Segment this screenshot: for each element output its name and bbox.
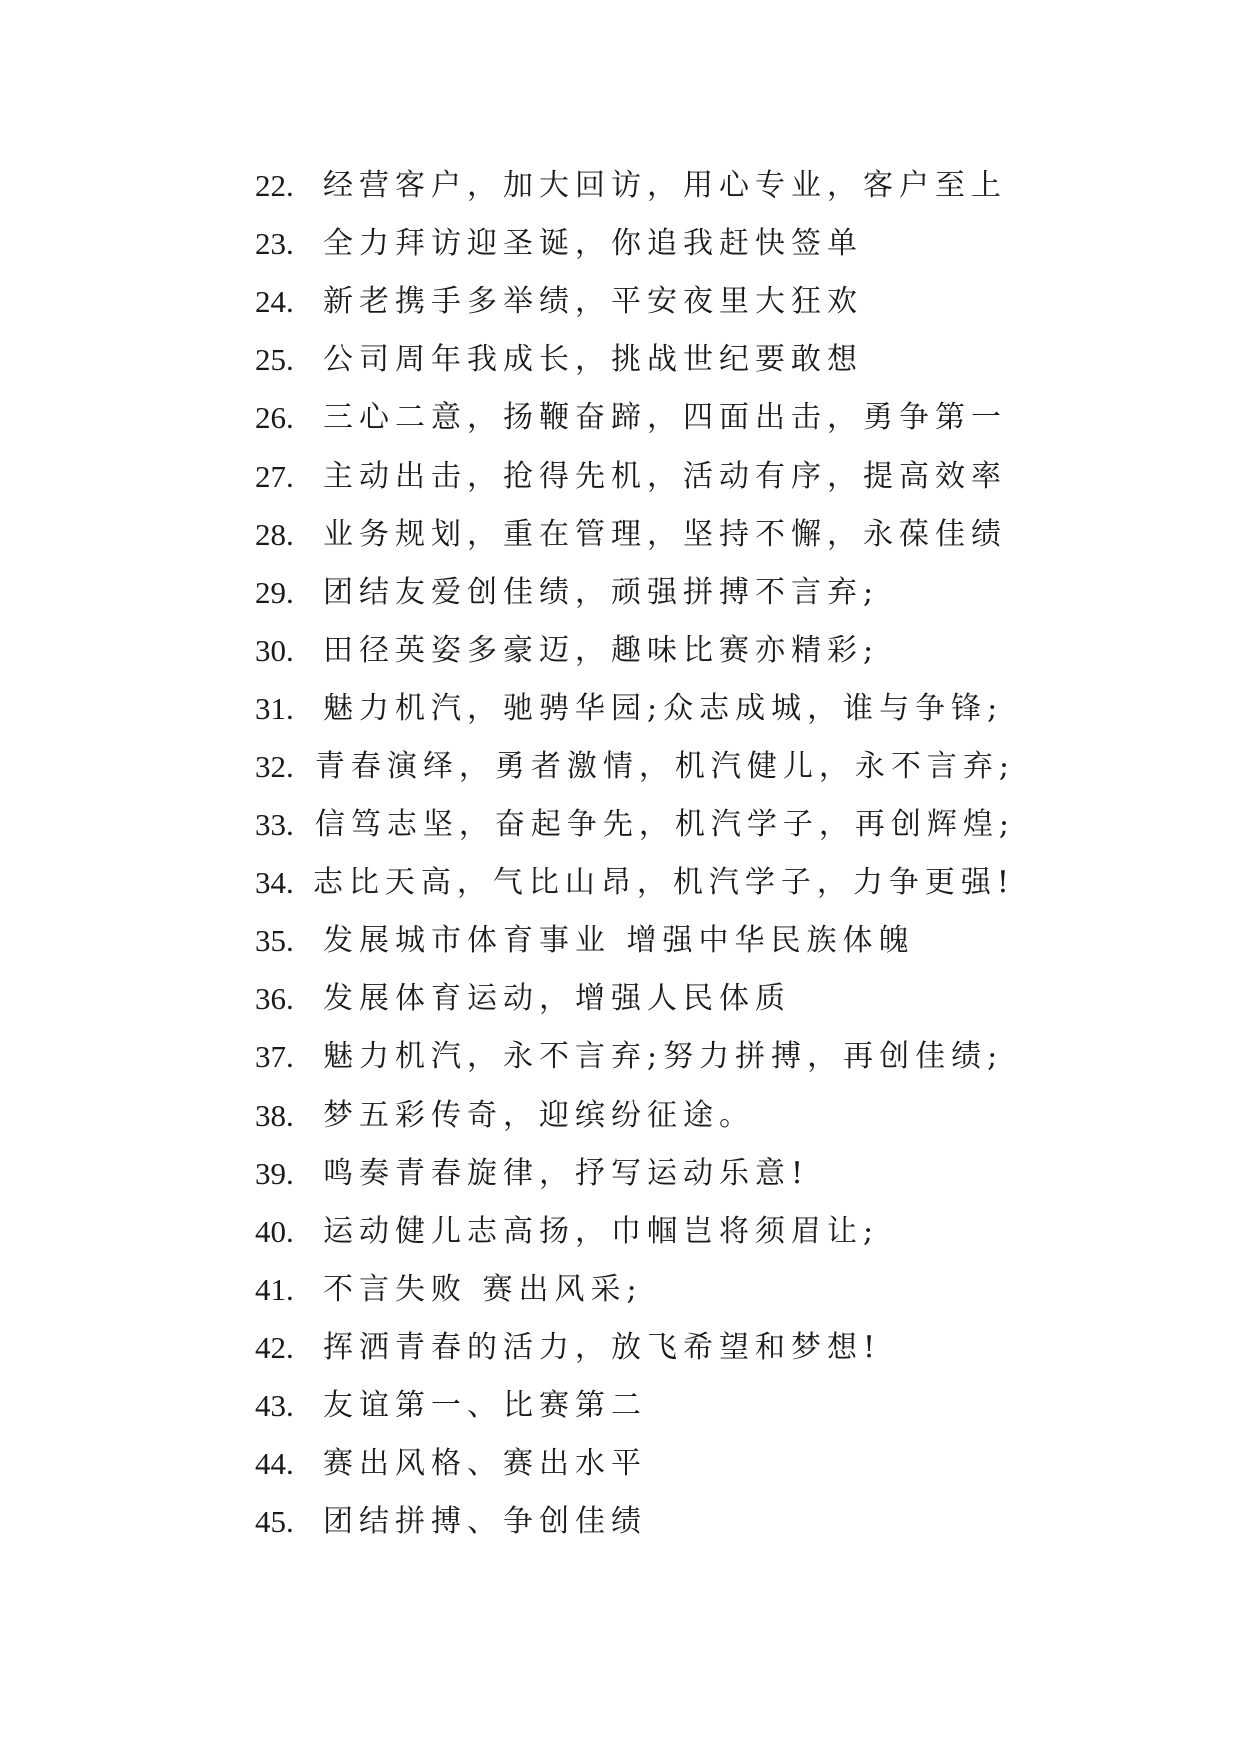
item-number: 40. xyxy=(255,1213,294,1249)
item-number: 41. xyxy=(255,1271,294,1307)
item-number: 42. xyxy=(255,1329,294,1365)
item-number: 39. xyxy=(255,1155,294,1191)
list-item xyxy=(255,1028,1015,1086)
list-item xyxy=(255,1087,1015,1145)
item-text: 不言失败 赛出风采; xyxy=(323,1271,643,1307)
list-item xyxy=(255,796,1015,854)
item-text: 青春演绎，勇者激情，机汽健儿，永不言弃; xyxy=(314,748,1015,784)
item-number: 43. xyxy=(255,1388,294,1424)
item-text: 全力拜访迎圣诞，你追我赶快签单 xyxy=(323,226,863,262)
list-item xyxy=(255,273,1015,331)
item-text: 发展城市体育事业 增强中华民族体魄 xyxy=(323,923,915,959)
item-number: 33. xyxy=(255,807,294,843)
item-number: 34. xyxy=(255,865,294,901)
list-item xyxy=(255,1203,1015,1261)
list-item xyxy=(255,680,1015,738)
item-text: 鸣奏青春旋律，抒写运动乐意! xyxy=(323,1155,810,1191)
list-item xyxy=(255,970,1015,1028)
item-number: 27. xyxy=(255,458,294,494)
item-number: 32. xyxy=(255,748,294,784)
list-item xyxy=(255,1319,1015,1377)
item-number: 23. xyxy=(255,226,294,262)
slogan-list xyxy=(255,157,1015,1551)
item-number: 31. xyxy=(255,690,294,726)
item-number: 35. xyxy=(255,923,294,959)
item-number: 25. xyxy=(255,342,294,378)
item-text: 业务规划，重在管理，坚持不懈，永葆佳绩 xyxy=(323,516,1007,552)
list-item xyxy=(255,389,1015,447)
item-text: 发展体育运动，增强人民体质 xyxy=(323,981,791,1017)
item-text: 团结拼搏、争创佳绩 xyxy=(323,1504,647,1540)
item-number: 29. xyxy=(255,574,294,610)
list-item xyxy=(255,1261,1015,1319)
item-text: 挥洒青春的活力，放飞希望和梦想! xyxy=(323,1329,882,1365)
list-item xyxy=(255,506,1015,564)
list-item xyxy=(255,447,1015,505)
list-item xyxy=(255,564,1015,622)
item-text: 经营客户，加大回访，用心专业，客户至上 xyxy=(323,168,1007,204)
item-text: 团结友爱创佳绩，顽强拼搏不言弃; xyxy=(323,574,880,610)
item-text: 魅力机汽，驰骋华园;众志成城，谁与争锋; xyxy=(323,690,1004,726)
list-item xyxy=(255,1493,1015,1551)
item-number: 45. xyxy=(255,1504,294,1540)
item-number: 24. xyxy=(255,284,294,320)
item-text: 运动健儿志高扬，巾帼岂将须眉让; xyxy=(323,1213,880,1249)
list-item xyxy=(255,1435,1015,1493)
item-number: 28. xyxy=(255,516,294,552)
list-item xyxy=(255,854,1015,912)
item-text: 魅力机汽，永不言弃;努力拼搏，再创佳绩; xyxy=(323,1039,1004,1075)
list-item xyxy=(255,157,1015,215)
item-text: 志比天高，气比山昂，机汽学子，力争更强! xyxy=(312,865,1015,901)
item-text: 友谊第一、比赛第二 xyxy=(323,1388,647,1424)
list-item xyxy=(255,912,1015,970)
list-item xyxy=(255,1145,1015,1203)
list-item xyxy=(255,622,1015,680)
item-text: 主动出击，抢得先机，活动有序，提高效率 xyxy=(323,458,1007,494)
list-item xyxy=(255,331,1015,389)
item-text: 赛出风格、赛出水平 xyxy=(323,1446,647,1482)
item-text: 信笃志坚，奋起争先，机汽学子，再创辉煌; xyxy=(314,807,1015,843)
item-text: 梦五彩传奇，迎缤纷征途。 xyxy=(323,1097,755,1133)
item-number: 26. xyxy=(255,400,294,436)
list-item xyxy=(255,1377,1015,1435)
list-item xyxy=(255,738,1015,796)
item-number: 38. xyxy=(255,1097,294,1133)
item-text: 公司周年我成长，挑战世纪要敢想 xyxy=(323,342,863,378)
item-text: 田径英姿多豪迈，趣味比赛亦精彩; xyxy=(323,632,880,668)
list-item xyxy=(255,215,1015,273)
item-number: 44. xyxy=(255,1446,294,1482)
item-number: 36. xyxy=(255,981,294,1017)
item-text: 三心二意，扬鞭奋蹄，四面出击，勇争第一 xyxy=(323,400,1007,436)
item-number: 22. xyxy=(255,168,294,204)
item-number: 30. xyxy=(255,632,294,668)
item-number: 37. xyxy=(255,1039,294,1075)
item-text: 新老携手多举绩，平安夜里大狂欢 xyxy=(323,284,863,320)
